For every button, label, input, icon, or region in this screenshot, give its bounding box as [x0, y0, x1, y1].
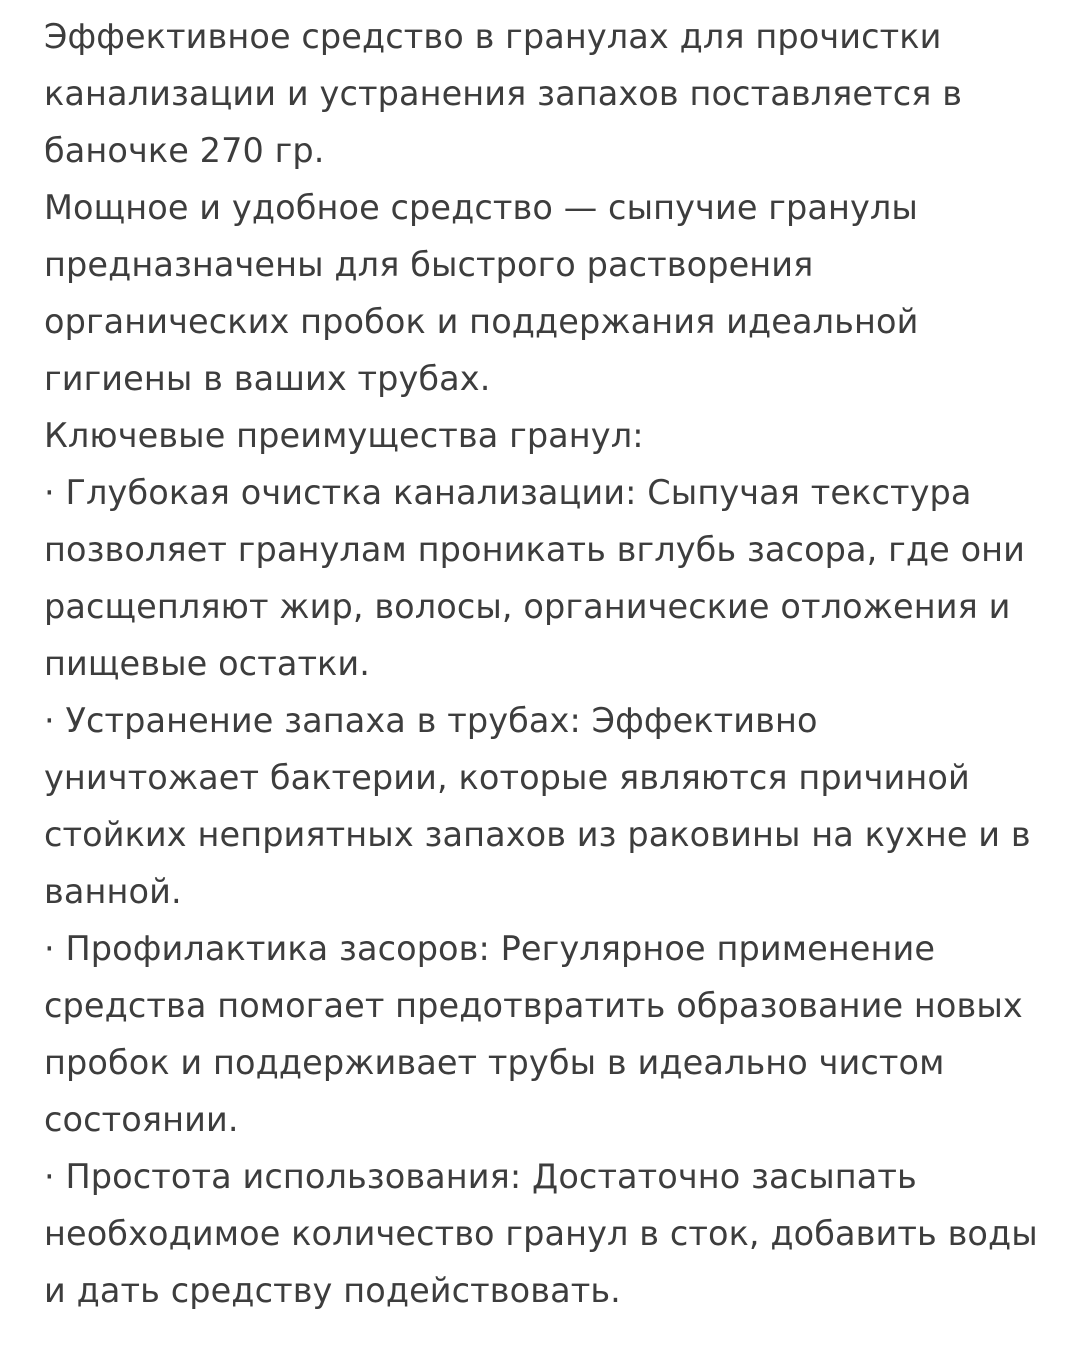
description-bullet-ease-of-use: · Простота использования: Достаточно засыпать необходимое количество гранул в сток, добавить воды и дать средству подействовать.	[44, 1157, 1038, 1310]
description-bullet-odor-removal: · Устранение запаха в трубах: Эффективно уничтожает бактерии, которые являются причиной стойких неприятных запахов из раковины на кухне и в ванной.	[44, 701, 1031, 911]
description-paragraph-overview: Мощное и удобное средство — сыпучие гранулы предназначены для быстрого растворения органических пробок и поддержания идеальной гигиены в ваших трубах.	[44, 188, 919, 398]
description-bullet-deep-cleaning: · Глубокая очистка канализации: Сыпучая текстура позволяет гранулам проникать вглубь засора, где они расщепляют жир, волосы, органические отложения и пищевые остатки.	[44, 473, 1026, 683]
product-description-text	[44, 8, 1040, 1319]
description-paragraph-intro: Эффективное средство в гранулах для прочистки канализации и устранения запахов поставляется в баночке 270 гр.	[44, 17, 963, 170]
description-bullet-clog-prevention: · Профилактика засоров: Регулярное применение средства помогает предотвратить образование новых пробок и поддерживает трубы в идеально чистом состоянии.	[44, 929, 1023, 1139]
clipped-top-line	[44, 0, 1040, 8]
description-heading-benefits: Ключевые преимущества гранул:	[44, 416, 644, 455]
